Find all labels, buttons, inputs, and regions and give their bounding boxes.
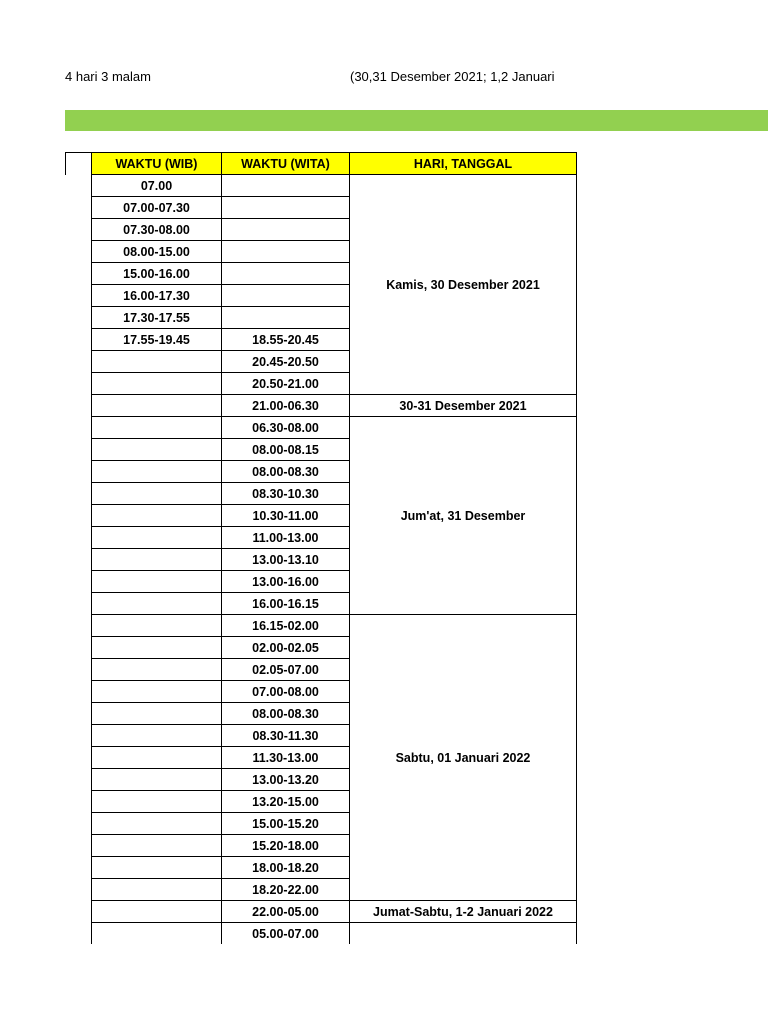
wib-time-cell — [92, 901, 222, 923]
wib-time-cell: 15.00-16.00 — [92, 263, 222, 285]
day-date-cell: Sabtu, 01 Januari 2022 — [350, 615, 577, 901]
row-spacer — [66, 197, 92, 219]
row-spacer — [66, 703, 92, 725]
wita-time-cell: 16.15-02.00 — [222, 615, 350, 637]
wib-time-cell — [92, 505, 222, 527]
wib-time-cell: 17.30-17.55 — [92, 307, 222, 329]
row-spacer — [66, 923, 92, 945]
wib-time-cell — [92, 681, 222, 703]
wib-time-cell — [92, 813, 222, 835]
wita-time-cell: 07.00-08.00 — [222, 681, 350, 703]
wita-time-cell: 08.00-08.15 — [222, 439, 350, 461]
wita-time-cell: 02.05-07.00 — [222, 659, 350, 681]
row-spacer — [66, 835, 92, 857]
wib-time-cell — [92, 351, 222, 373]
wib-time-cell — [92, 439, 222, 461]
row-spacer — [66, 175, 92, 197]
wib-time-cell — [92, 527, 222, 549]
day-date-cell: 30-31 Desember 2021 — [350, 395, 577, 417]
row-spacer — [66, 725, 92, 747]
wib-time-cell — [92, 857, 222, 879]
wita-time-cell: 20.50-21.00 — [222, 373, 350, 395]
wib-time-cell — [92, 923, 222, 945]
wita-time-cell: 10.30-11.00 — [222, 505, 350, 527]
wita-time-cell: 05.00-07.00 — [222, 923, 350, 945]
wita-time-cell: 11.30-13.00 — [222, 747, 350, 769]
wib-time-cell: 07.00-07.30 — [92, 197, 222, 219]
wita-time-cell: 22.00-05.00 — [222, 901, 350, 923]
wib-time-cell: 08.00-15.00 — [92, 241, 222, 263]
row-spacer — [66, 549, 92, 571]
table-row — [66, 615, 577, 637]
row-spacer — [66, 879, 92, 901]
row-spacer — [66, 417, 92, 439]
table-row — [66, 395, 577, 417]
row-spacer — [66, 857, 92, 879]
wib-time-cell — [92, 483, 222, 505]
trip-duration-text: 4 hari 3 malam — [65, 69, 151, 84]
wib-time-cell — [92, 615, 222, 637]
wita-time-cell — [222, 307, 350, 329]
wita-time-cell: 18.20-22.00 — [222, 879, 350, 901]
wib-time-cell — [92, 571, 222, 593]
wita-time-cell: 21.00-06.30 — [222, 395, 350, 417]
wib-time-cell — [92, 791, 222, 813]
wib-time-cell: 16.00-17.30 — [92, 285, 222, 307]
column-header-day: HARI, TANGGAL — [350, 153, 577, 175]
wita-time-cell: 20.45-20.50 — [222, 351, 350, 373]
wib-time-cell — [92, 395, 222, 417]
wib-time-cell — [92, 835, 222, 857]
wita-time-cell: 08.00-08.30 — [222, 461, 350, 483]
column-header-wita: WAKTU (WITA) — [222, 153, 350, 175]
wib-time-cell — [92, 769, 222, 791]
wita-time-cell — [222, 263, 350, 285]
row-spacer — [66, 483, 92, 505]
row-spacer — [66, 285, 92, 307]
row-spacer — [66, 681, 92, 703]
wib-time-cell: 07.00 — [92, 175, 222, 197]
wita-time-cell: 16.00-16.15 — [222, 593, 350, 615]
wib-time-cell — [92, 879, 222, 901]
wita-time-cell — [222, 175, 350, 197]
row-spacer — [66, 439, 92, 461]
day-date-cell: Jumat-Sabtu, 1-2 Januari 2022 — [350, 901, 577, 923]
wib-time-cell — [92, 637, 222, 659]
row-spacer — [66, 769, 92, 791]
row-spacer — [66, 791, 92, 813]
wita-time-cell: 18.55-20.45 — [222, 329, 350, 351]
row-spacer — [66, 813, 92, 835]
row-spacer — [66, 351, 92, 373]
wib-time-cell: 17.55-19.45 — [92, 329, 222, 351]
row-spacer — [66, 615, 92, 637]
wita-time-cell: 13.00-13.10 — [222, 549, 350, 571]
wita-time-cell — [222, 219, 350, 241]
wib-time-cell — [92, 417, 222, 439]
wib-time-cell — [92, 461, 222, 483]
row-spacer — [66, 307, 92, 329]
table-row — [66, 901, 577, 923]
wib-time-cell — [92, 659, 222, 681]
row-spacer — [66, 329, 92, 351]
wita-time-cell: 02.00-02.05 — [222, 637, 350, 659]
row-spacer — [66, 263, 92, 285]
wib-time-cell: 07.30-08.00 — [92, 219, 222, 241]
table-row — [66, 417, 577, 439]
wita-time-cell: 13.00-16.00 — [222, 571, 350, 593]
wita-time-cell: 08.00-08.30 — [222, 703, 350, 725]
table-row — [66, 175, 577, 197]
trip-dates-text: (30,31 Desember 2021; 1,2 Januari — [350, 69, 555, 84]
table-row — [66, 923, 577, 945]
row-marker-cell — [66, 153, 92, 175]
wita-time-cell: 11.00-13.00 — [222, 527, 350, 549]
row-spacer — [66, 219, 92, 241]
row-spacer — [66, 659, 92, 681]
row-spacer — [66, 901, 92, 923]
row-spacer — [66, 373, 92, 395]
table-header-row — [66, 153, 577, 175]
wib-time-cell — [92, 373, 222, 395]
row-spacer — [66, 461, 92, 483]
green-header-band — [65, 110, 768, 131]
wib-time-cell — [92, 549, 222, 571]
wita-time-cell: 13.00-13.20 — [222, 769, 350, 791]
row-spacer — [66, 593, 92, 615]
day-date-cell: Kamis, 30 Desember 2021 — [350, 175, 577, 395]
wita-time-cell — [222, 197, 350, 219]
wita-time-cell — [222, 241, 350, 263]
wita-time-cell: 08.30-11.30 — [222, 725, 350, 747]
wita-time-cell: 06.30-08.00 — [222, 417, 350, 439]
day-date-cell: Jum'at, 31 Desember — [350, 417, 577, 615]
wib-time-cell — [92, 747, 222, 769]
wita-time-cell: 08.30-10.30 — [222, 483, 350, 505]
row-spacer — [66, 571, 92, 593]
row-spacer — [66, 637, 92, 659]
row-spacer — [66, 241, 92, 263]
wita-time-cell: 15.00-15.20 — [222, 813, 350, 835]
wib-time-cell — [92, 703, 222, 725]
row-spacer — [66, 505, 92, 527]
wib-time-cell — [92, 725, 222, 747]
column-header-wib: WAKTU (WIB) — [92, 153, 222, 175]
wita-time-cell: 15.20-18.00 — [222, 835, 350, 857]
wita-time-cell: 13.20-15.00 — [222, 791, 350, 813]
wita-time-cell — [222, 285, 350, 307]
wib-time-cell — [92, 593, 222, 615]
row-spacer — [66, 527, 92, 549]
row-spacer — [66, 395, 92, 417]
row-spacer — [66, 747, 92, 769]
schedule-table — [65, 152, 577, 944]
wita-time-cell: 18.00-18.20 — [222, 857, 350, 879]
day-date-cell — [350, 923, 577, 945]
